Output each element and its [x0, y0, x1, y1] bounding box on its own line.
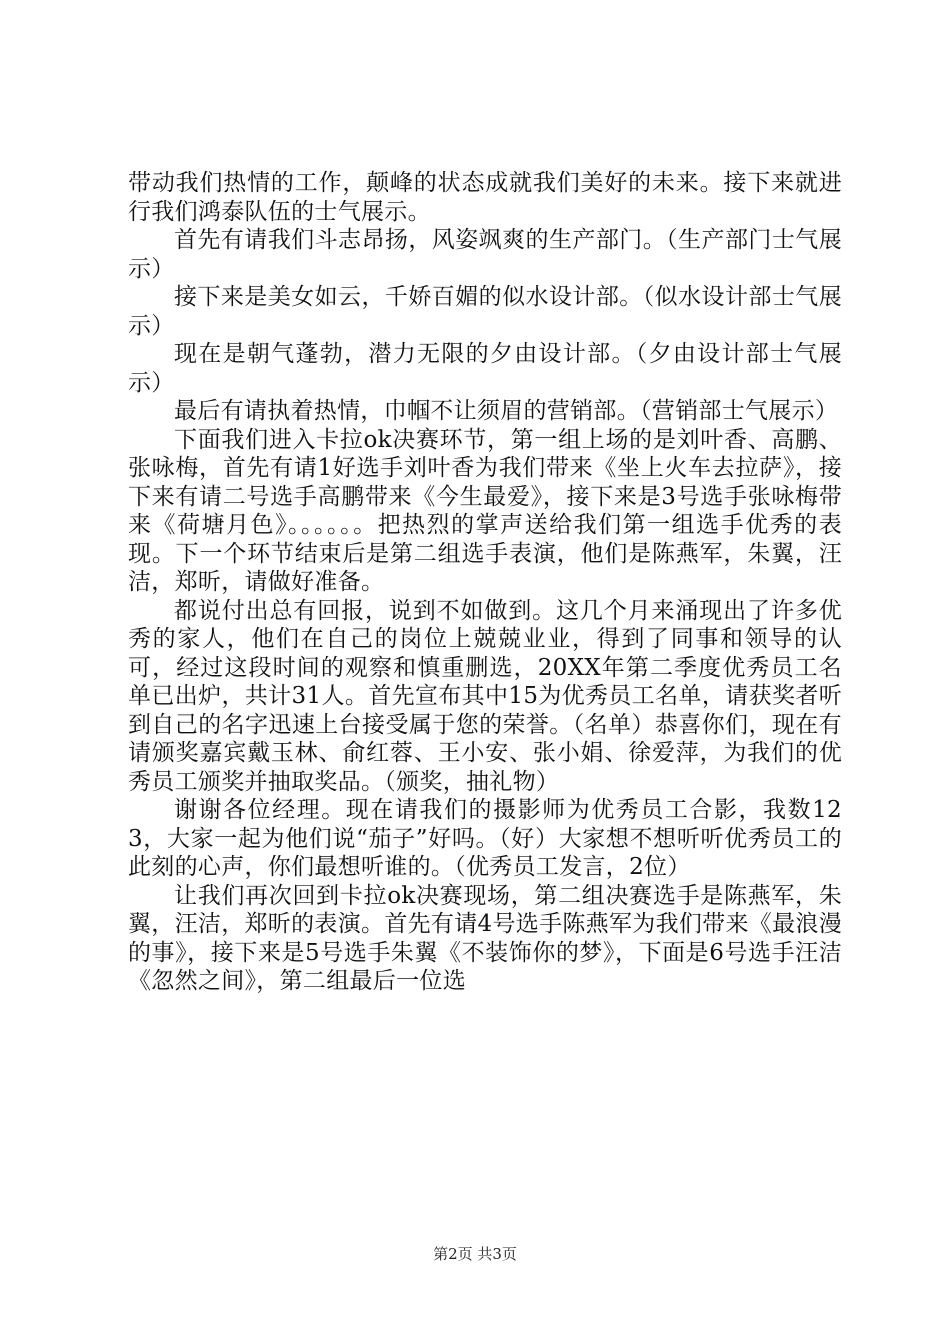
- paragraph-3: 接下来是美女如云，千娇百媚的似水设计部。（似水设计部士气展示）: [128, 284, 842, 339]
- paragraph-7: 都说付出总有回报，说到不如做到。这几个月来涌现出了许多优秀的家人，他们在自己的岗位上兢兢业业，得到了同事和领导的认可，经过这段时间的观察和慎重删选，20XX年第二季度优秀员工名单已出炉，共计31人。首先宣布其中15为优秀员工名单，请获奖者听到自己的名字迅速上台接受属于您的荣誉。（名单）恭喜你们，现在有请颁奖嘉宾戴玉林、俞红蓉、王小安、张小娟、徐爱萍，为我们的优秀员工颁奖并抽取奖品。（颁奖，抽礼物）: [128, 597, 842, 795]
- document-body: [128, 169, 842, 996]
- paragraph-4: 现在是朝气蓬勃，潜力无限的夕由设计部。（夕由设计部士气展示）: [128, 341, 842, 396]
- paragraph-6: 下面我们进入卡拉ok决赛环节，第一组上场的是刘叶香、高鹏、张咏梅，首先有请1好选手刘叶香为我们带来《坐上火车去拉萨》，接下来有请二号选手高鹏带来《今生最爱》，接下来是3号选手张咏梅带来《荷塘月色》。。。。。。把热烈的掌声送给我们第一组选手优秀的表现。下一个环节结束后是第二组选手表演，他们是陈燕军，朱翼，汪洁，郑昕，请做好准备。: [128, 426, 842, 595]
- paragraph-1: 带动我们热情的工作，颠峰的状态成就我们美好的未来。接下来就进行我们鸿泰队伍的士气展示。: [128, 170, 842, 225]
- paragraph-8: 谢谢各位经理。现在请我们的摄影师为优秀员工合影，我数123，大家一起为他们说“茄子”好吗。（好）大家想不想听听优秀员工的此刻的心声，你们最想听谁的。（优秀员工发言，2位）: [128, 797, 842, 880]
- paragraph-5: 最后有请执着热情，巾帼不让须眉的营销部。（营销部士气展示）: [174, 398, 839, 424]
- page-number-footer: 第2页 共3页: [433, 1245, 517, 1263]
- paragraph-9: 让我们再次回到卡拉ok决赛现场，第二组决赛选手是陈燕军，朱翼，汪洁，郑昕的表演。首先有请4号选手陈燕军为我们带来《最浪漫的事》，接下来是5号选手朱翼《不装饰你的梦》，下面是6号选手汪洁《忽然之间》，第二组最后一位选: [128, 882, 842, 994]
- paragraph-2: 首先有请我们斗志昂扬，风姿飒爽的生产部门。（生产部门士气展示）: [128, 227, 842, 282]
